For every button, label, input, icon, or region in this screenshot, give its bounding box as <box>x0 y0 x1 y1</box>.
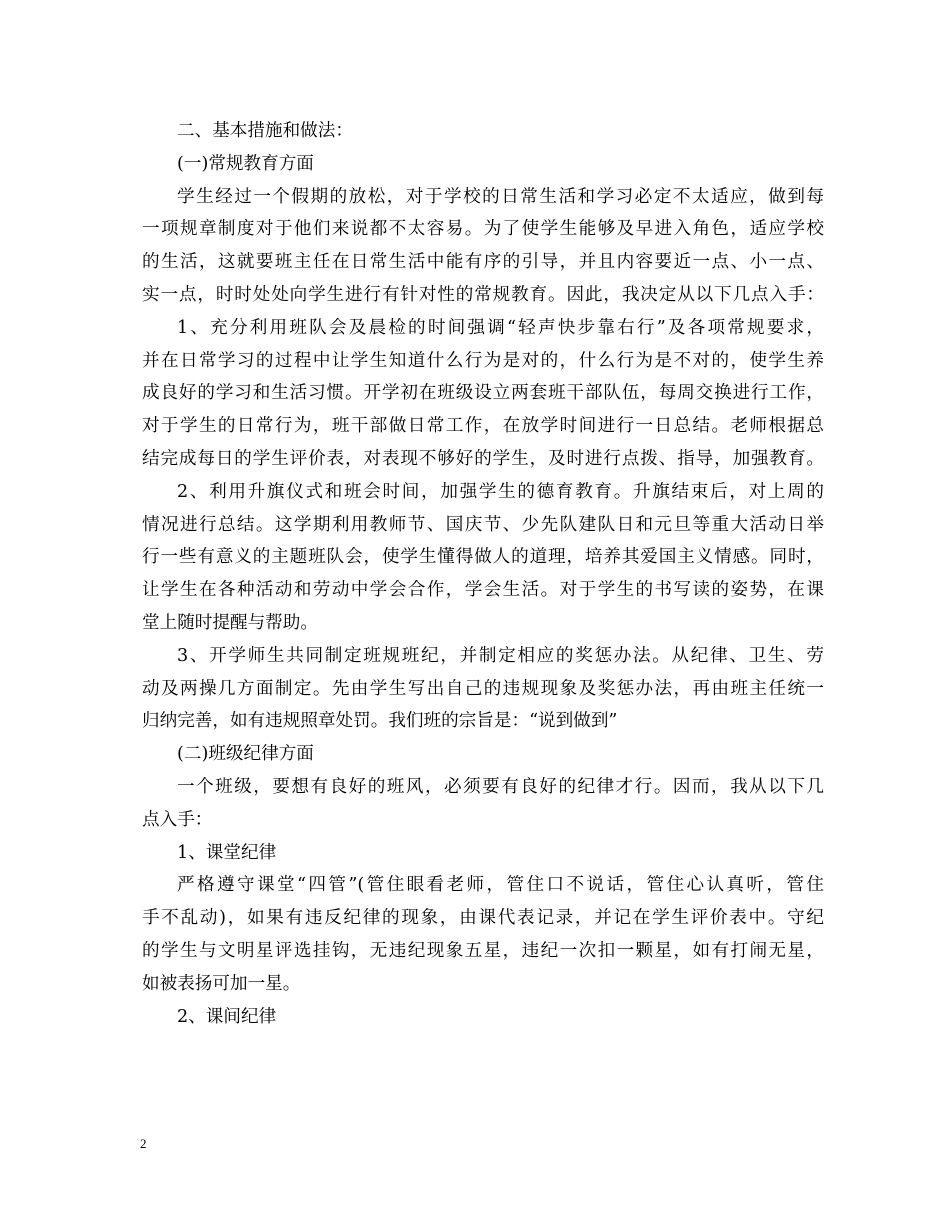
paragraph-line: 严格遵守课堂“四管”(管住眼看老师，管住口不说话，管住心认真听，管住 <box>177 875 824 896</box>
paragraph-line: 归纳完善，如有违规照章处罚。我们班的宗旨是：“说到做到” <box>142 711 618 732</box>
paragraph-line: 手不乱动)，如果有违反纪律的现象，由课代表记录，并记在学生评价表中。守纪 <box>142 908 824 929</box>
paragraph-line: 的学生与文明星评选挂钩，无违纪现象五星，违纪一次扣一颗星，如有打闹无星， <box>142 940 824 961</box>
document-body <box>142 115 824 1033</box>
paragraph-line: 动及两操几方面制定。先由学生写出自己的违规现象及奖惩办法，再由班主任统一 <box>142 678 824 699</box>
section-heading: 二、基本措施和做法： <box>177 121 353 141</box>
item-heading: 2、课间纪律 <box>177 1006 277 1027</box>
paragraph-line: 如被表扬可加一星。 <box>142 973 301 994</box>
paragraph-line: 点入手： <box>142 809 213 830</box>
paragraph-line: 1、充分利用班队会及晨检的时间强调“轻声快步靠右行”及各项常规要求， <box>177 317 824 338</box>
subsection-heading: (一)常规教育方面 <box>177 153 314 174</box>
page-number: 2 <box>140 1136 147 1151</box>
paragraph-line: 3、开学师生共同制定班规班纪，并制定相应的奖惩办法。从纪律、卫生、劳 <box>177 645 824 666</box>
paragraph-line: 对于学生的日常行为，班干部做日常工作，在放学时间进行一日总结。老师根据总 <box>142 416 824 437</box>
paragraph-line: 的生活，这就要班主任在日常生活中能有序的引导，并且内容要近一点、小一点、 <box>142 252 824 273</box>
paragraph-line: 堂上随时提醒与帮助。 <box>142 612 318 633</box>
paragraph-line: 一项规章制度对于他们来说都不太容易。为了使学生能够及早进入角色，适应学校 <box>142 219 824 240</box>
paragraph-line: 2、利用升旗仪式和班会时间，加强学生的德育教育。升旗结束后，对上周的 <box>177 481 824 502</box>
paragraph-line: 一个班级，要想有良好的班风，必须要有良好的纪律才行。因而，我从以下几 <box>177 776 824 797</box>
paragraph-line: 成良好的学习和生活习惯。开学初在班级设立两套班干部队伍，每周交换进行工作， <box>142 383 824 404</box>
paragraph-line: 结完成每日的学生评价表，对表现不够好的学生，及时进行点拨、指导，加强教育。 <box>142 448 824 469</box>
paragraph-line: 实一点，时时处处向学生进行有针对性的常规教育。因此，我决定从以下几点入手： <box>142 284 824 305</box>
paragraph-line: 让学生在各种活动和劳动中学会合作，学会生活。对于学生的书写读的姿势，在课 <box>142 580 824 601</box>
subsection-heading: (二)班级纪律方面 <box>177 744 314 765</box>
paragraph-line: 并在日常学习的过程中让学生知道什么行为是对的，什么行为是不对的，使学生养 <box>142 350 824 371</box>
paragraph-line: 行一些有意义的主题班队会，使学生懂得做人的道理，培养其爱国主义情感。同时， <box>142 547 824 568</box>
item-heading: 1、课堂纪律 <box>177 842 277 863</box>
paragraph-line: 学生经过一个假期的放松，对于学校的日常生活和学习必定不太适应，做到每 <box>177 186 824 207</box>
paragraph-line: 情况进行总结。这学期利用教师节、国庆节、少先队建队日和元旦等重大活动日举 <box>142 514 824 535</box>
